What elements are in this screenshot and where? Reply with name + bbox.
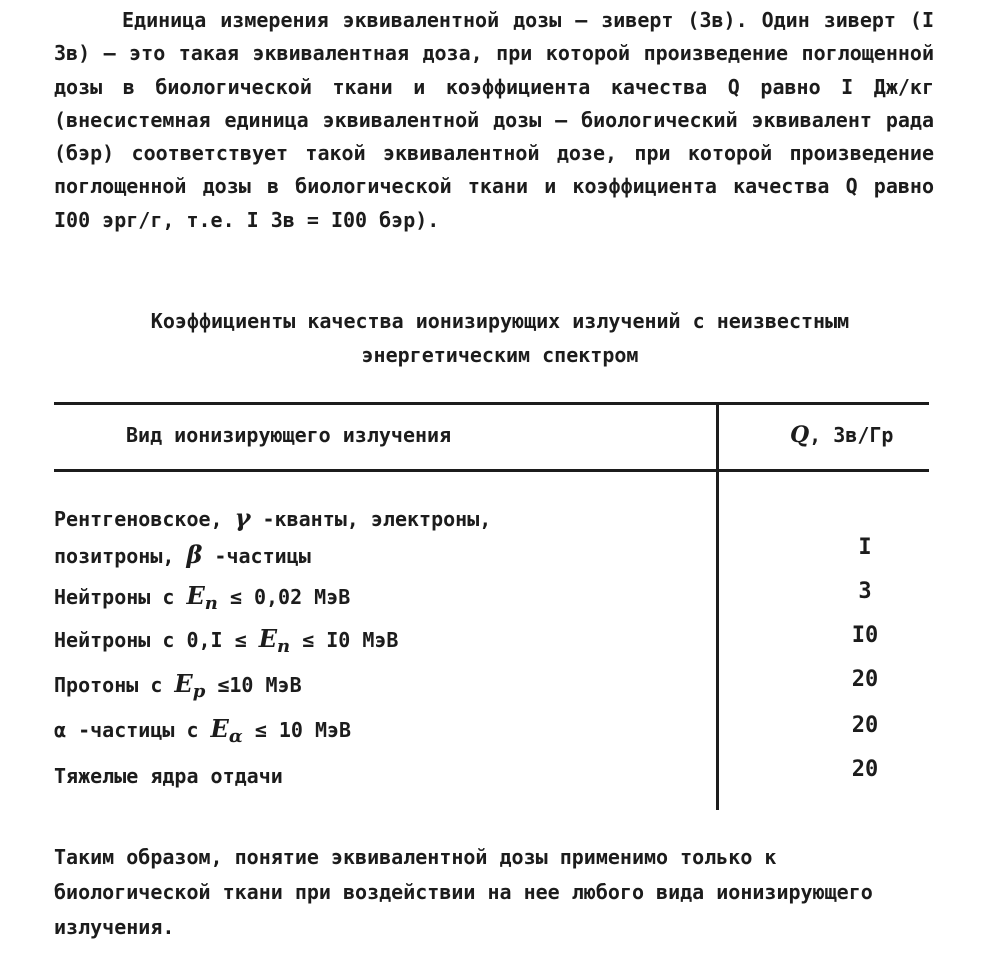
table-header-rule xyxy=(54,469,929,472)
table-row-label xyxy=(54,500,704,574)
table-row-label xyxy=(54,666,704,710)
caption-line-2: энергетическим спектром xyxy=(361,343,639,367)
table-row-label xyxy=(54,621,704,665)
energy-subscript: α xyxy=(228,726,243,747)
row-text: -частицы xyxy=(202,544,311,568)
table-caption xyxy=(40,304,960,372)
table-row-value: 20 xyxy=(851,757,879,782)
table-row-value: 20 xyxy=(851,713,879,738)
table-row-label xyxy=(54,578,704,622)
row-text: α -частицы с xyxy=(54,718,211,742)
row-text: позитроны, xyxy=(54,544,187,568)
header-q-symbol: Q xyxy=(790,422,810,448)
energy-symbol: E xyxy=(258,624,277,653)
table-row-label xyxy=(54,758,704,794)
row-text: -кванты, электроны, xyxy=(250,507,492,531)
outro-paragraph xyxy=(54,840,934,945)
table-column-divider xyxy=(716,402,719,810)
outro-text: Таким образом, понятие эквивалентной дозы применимо только к биологической ткани при воздействии на нее любого вида ионизирующего излучения. xyxy=(54,845,873,939)
row-label-line xyxy=(54,500,704,537)
row-text: Нейтроны с xyxy=(54,585,187,609)
row-label-line xyxy=(54,537,704,574)
table-row-label xyxy=(54,711,704,755)
energy-subscript: n xyxy=(277,636,291,657)
table-top-rule xyxy=(54,402,929,405)
intro-text: Единица измерения эквивалентной дозы – зиверт (Зв). Один зиверт (I Зв) – это такая эквивалентная доза, при которой произведение поглощенной дозы в биологической ткани и коэффициента качества Q равно I Дж/кг (внесистемная единица эквивалентной дозы – биологический эквивалент рада (бэр) соответствует такой эквивалентной дозе, при которой произведение поглощенной дозы в биологической ткани и коэффициента качества Q равно I00 эрг/г, т.е. I Зв = I00 бэр). xyxy=(54,8,934,232)
row-text: Нейтроны с 0,I ≤ xyxy=(54,628,259,652)
row-text: ≤ I0 МэВ xyxy=(290,628,399,652)
table-row-value: 3 xyxy=(858,579,872,604)
header-quality-factor xyxy=(790,420,893,450)
table-row-value: I xyxy=(858,535,872,560)
table-row-value: 20 xyxy=(851,667,879,692)
energy-symbol: E xyxy=(186,581,205,610)
row-text: ≤ 10 МэВ xyxy=(242,718,352,742)
table-row-value: I0 xyxy=(851,623,879,648)
row-text: Тяжелые ядра отдачи xyxy=(54,764,283,788)
row-text: ≤10 МэВ xyxy=(205,673,302,697)
header-q-unit: , Зв/Гр xyxy=(809,423,894,447)
row-text: Протоны с xyxy=(54,673,175,697)
caption-line-1: Коэффициенты качества ионизирующих излучений с неизвестным xyxy=(150,309,850,333)
intro-paragraph xyxy=(54,4,934,237)
energy-subscript: n xyxy=(204,593,218,614)
beta-symbol: β xyxy=(186,540,203,569)
header-radiation-type: Вид ионизирующего излучения xyxy=(126,423,452,447)
energy-symbol: E xyxy=(210,714,229,743)
gamma-symbol: γ xyxy=(234,503,251,532)
row-text: ≤ 0,02 МэВ xyxy=(217,585,351,609)
row-text: Рентгеновское, xyxy=(54,507,235,531)
energy-symbol: E xyxy=(174,669,193,698)
energy-subscript: p xyxy=(192,681,206,702)
